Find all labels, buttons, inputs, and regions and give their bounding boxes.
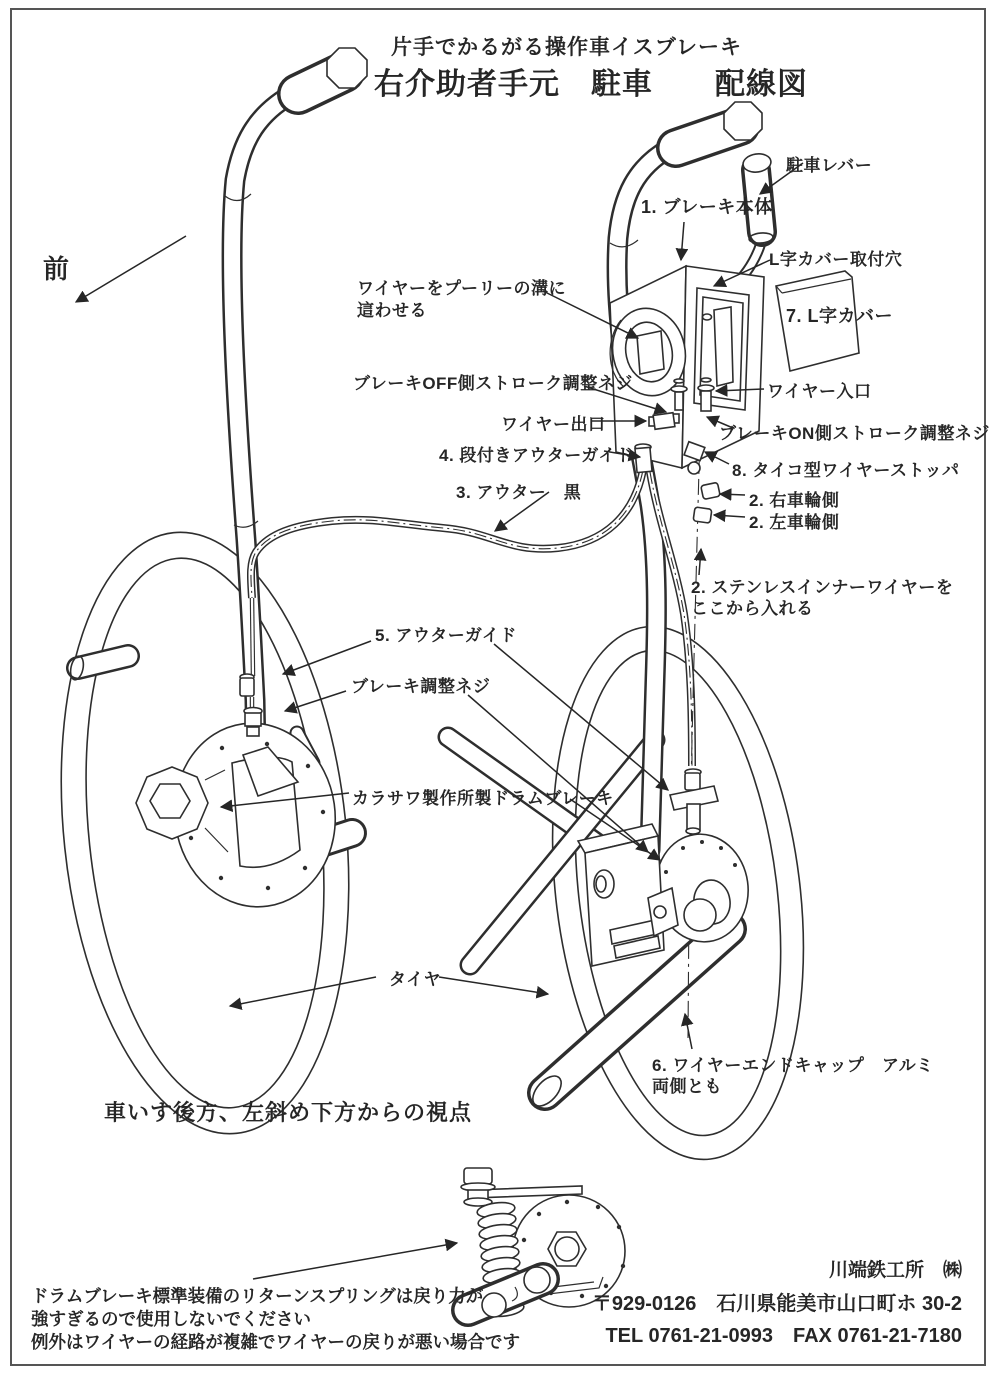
viewpoint-note: 車いす後方、左斜め下方からの視点 bbox=[104, 1100, 473, 1125]
label-inner-wire-line1: 2. ステンレスインナーワイヤーを bbox=[691, 578, 954, 597]
label-l-cover-hole: L字カバー取付穴 bbox=[769, 250, 903, 269]
brake-body-unit bbox=[605, 266, 764, 523]
label-wire-entry: ワイヤー入口 bbox=[767, 382, 872, 401]
parking-lever bbox=[727, 152, 773, 293]
front-direction-arrow bbox=[76, 236, 186, 302]
label-left-wheel-side: 2. 左車輪側 bbox=[749, 513, 840, 532]
label-tire: タイヤ bbox=[389, 970, 442, 989]
company-address: 〒929-0126 石川県能美市山口町ホ 30-2 bbox=[591, 1293, 962, 1315]
label-wire-exit: ワイヤー出口 bbox=[501, 415, 606, 434]
label-wire-end-cap-line1: 6. ワイヤーエンドキャップ アルミ bbox=[652, 1056, 934, 1075]
label-pulley-groove-line2: 這わせる bbox=[357, 301, 427, 320]
label-right-wheel-side: 2. 右車輪側 bbox=[749, 491, 840, 510]
left-drum-brake bbox=[136, 674, 347, 917]
label-on-stroke-screw: ブレーキON側ストローク調整ネジ bbox=[719, 424, 990, 443]
label-outer-black: 3. アウター 黒 bbox=[456, 483, 582, 502]
diagram-title: 右介助者手元 駐車 配線図 bbox=[374, 68, 808, 101]
diagram-subtitle: 片手でかるがる操作車イスブレーキ bbox=[391, 36, 742, 59]
label-l-cover: 7. L字カバー bbox=[786, 306, 894, 326]
label-outer-guide: 5. アウターガイド bbox=[375, 626, 517, 645]
spring-note-line2: 強すぎるので使用しないでください bbox=[31, 1309, 311, 1329]
front-label: 前 bbox=[43, 254, 70, 284]
label-taiko-stopper: 8. タイコ型ワイヤーストッパ bbox=[732, 461, 960, 480]
label-wire-end-cap-line2: 両側とも bbox=[652, 1077, 722, 1096]
label-inner-wire-line2: ここから入れる bbox=[691, 599, 814, 618]
label-off-stroke-screw: ブレーキOFF側ストローク調整ネジ bbox=[353, 374, 633, 393]
spring-note-line3: 例外はワイヤーの経路が複雑でワイヤーの戻りが悪い場合です bbox=[31, 1332, 520, 1352]
label-stepped-outer-guide: 4. 段付きアウターガイド bbox=[439, 446, 634, 465]
label-brake-adjust-screw: ブレーキ調整ネジ bbox=[351, 677, 491, 696]
company-phone: TEL 0761-21-0993 FAX 0761-21-7180 bbox=[605, 1325, 962, 1347]
label-parking-lever: 駐車レバー bbox=[786, 156, 873, 175]
spring-note-line1: ドラムブレーキ標準装備のリターンスプリングは戻り力が bbox=[31, 1286, 484, 1306]
label-pulley-groove-line1: ワイヤーをプーリーの溝に bbox=[357, 279, 566, 298]
label-brake-body: 1. ブレーキ本体 bbox=[641, 197, 773, 217]
company-name: 川端鉄工所 ㈱ bbox=[828, 1260, 962, 1281]
label-drum-brake: カラサワ製作所製ドラムブレーキ bbox=[352, 789, 614, 808]
